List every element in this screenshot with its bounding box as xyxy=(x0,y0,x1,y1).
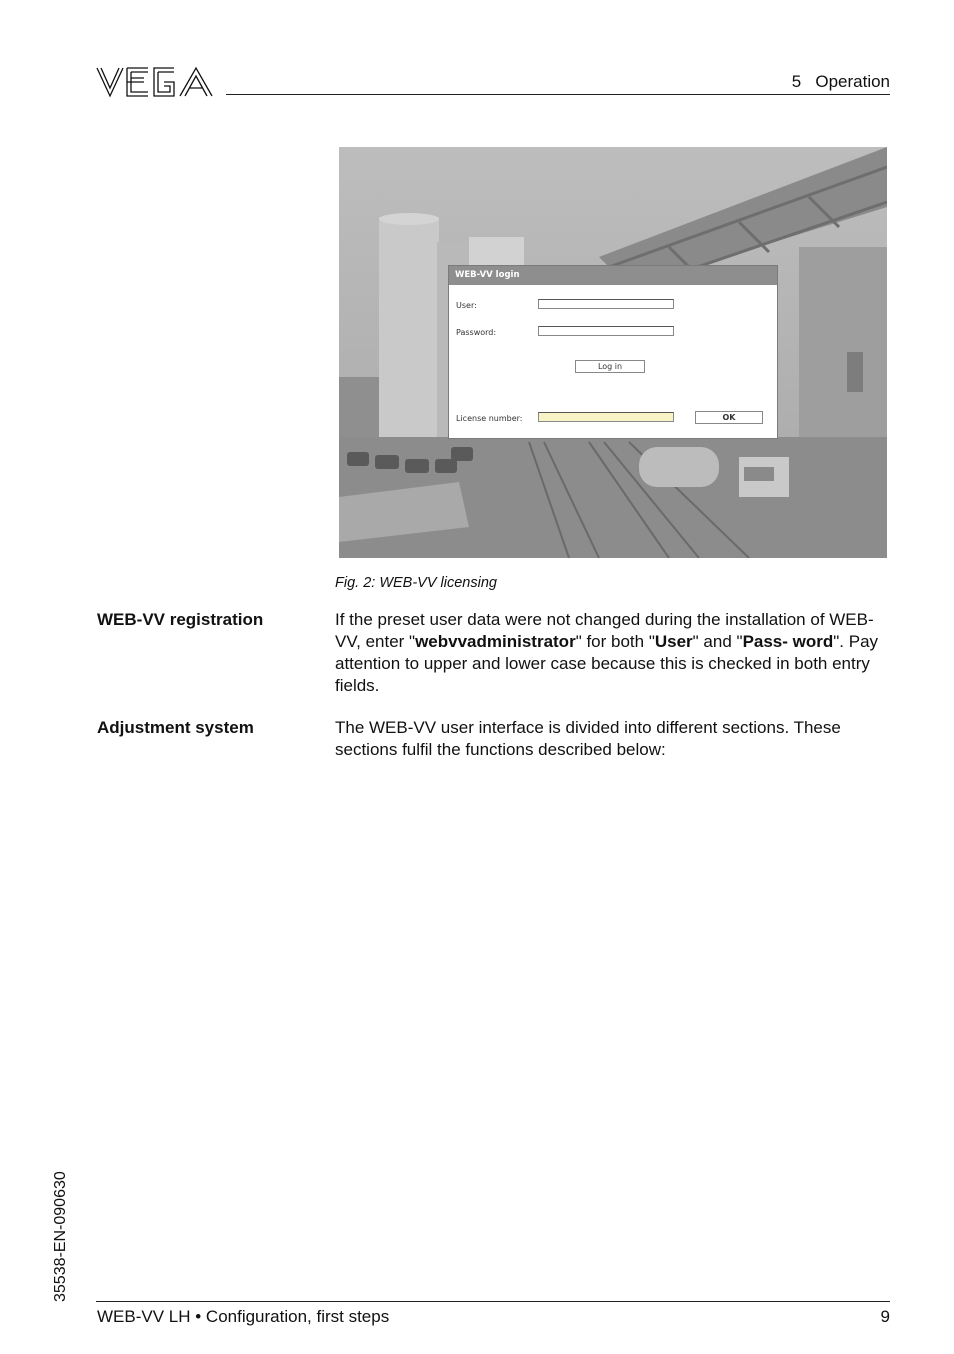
document-number: 35538-EN-090630 xyxy=(52,1171,69,1302)
login-dialog xyxy=(448,265,778,439)
password-input[interactable] xyxy=(538,326,674,336)
vega-logo xyxy=(96,66,214,98)
login-button[interactable]: Log in xyxy=(575,360,645,373)
user-label: User: xyxy=(456,301,477,310)
footer-rule xyxy=(96,1301,890,1302)
header-rule xyxy=(226,94,890,95)
dialog-titlebar: WEB-VV login xyxy=(449,266,777,285)
footer-title: WEB-VV LH • Configuration, first steps xyxy=(97,1307,390,1326)
license-input[interactable] xyxy=(538,412,674,422)
ok-button[interactable]: OK xyxy=(695,411,763,424)
adjustment-heading: Adjustment system xyxy=(97,718,254,737)
figure-caption: Fig. 2: WEB-VV licensing xyxy=(335,575,497,591)
login-screenshot-figure xyxy=(339,147,887,558)
page-number: 9 xyxy=(880,1307,890,1326)
registration-heading: WEB-VV registration xyxy=(97,610,264,629)
section-title: 5 Operation xyxy=(791,72,890,91)
adjustment-text: The WEB-VV user interface is divided into different sections. These sections fulfil the functions described below: xyxy=(335,718,841,759)
registration-text: If the preset user data were not changed during the installation of WEB-VV, enter "webvvadministrator" for both "User" and "Pass- word". Pay attention to upper and lower case because this is checked in both entry fields. xyxy=(335,610,879,695)
password-label: Password: xyxy=(456,328,497,337)
license-label: License number: xyxy=(456,414,523,423)
user-input[interactable] xyxy=(538,299,674,309)
